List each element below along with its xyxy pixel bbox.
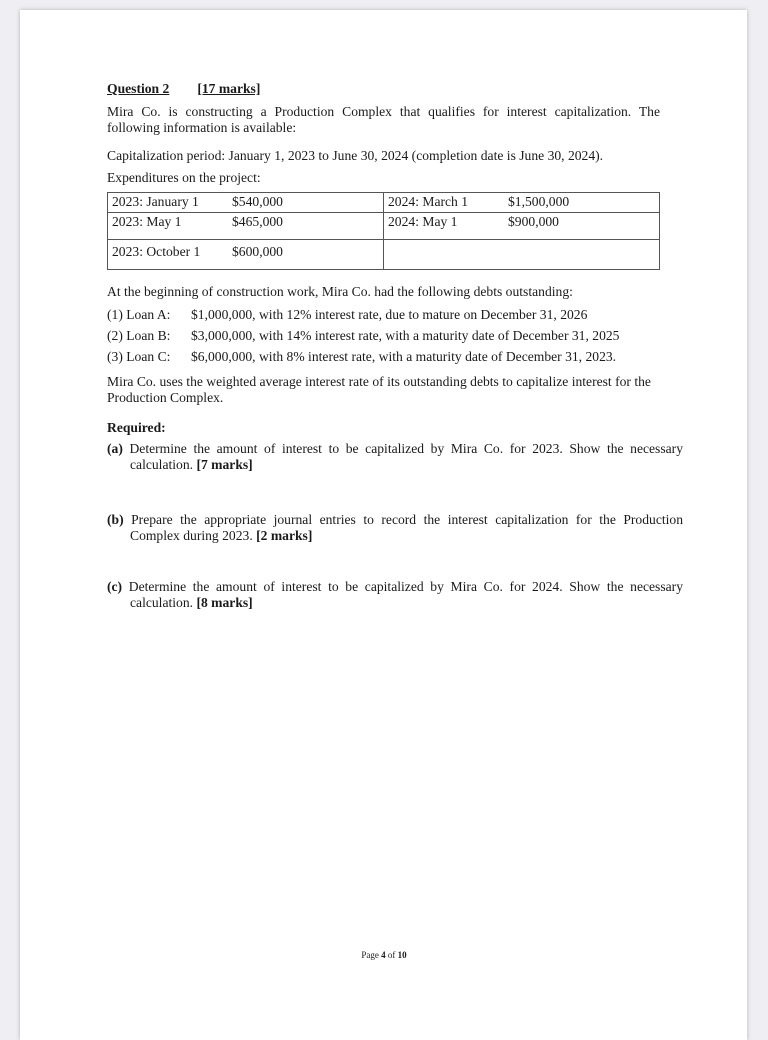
part-text: Prepare the appropriate journal entries to record the interest capitalization for the Production Complex during 2023. [130,512,683,543]
table-cell-empty [384,240,660,270]
loan-item [107,328,619,344]
exp-date: 2024: May 1 [388,214,458,229]
loan-item [107,349,616,365]
table-cell [108,213,384,240]
required-heading: Required: [107,420,166,435]
loan-label: (3) Loan C: [107,349,171,364]
part-label: (a) [107,441,123,456]
exp-date: 2024: March 1 [388,194,469,209]
expenditures-label: Expenditures on the project: [107,170,261,185]
loan-item [107,307,587,323]
page-footer [0,950,768,960]
part-a [107,441,683,473]
part-label: (b) [107,512,124,527]
loan-text: $3,000,000, with 14% interest rate, with a maturity date of December 31, 2025 [191,328,620,343]
table-row [108,240,660,270]
loan-text: $1,000,000, with 12% interest rate, due to mature on December 31, 2026 [191,307,588,322]
footer-total-pages: 10 [397,950,407,960]
table-cell [108,240,384,270]
loan-label: (2) Loan B: [107,328,171,343]
part-text: Determine the amount of interest to be capitalized by Mira Co. for 2023. Show the necessary calculation. [129,441,683,472]
table-row [108,193,660,213]
exp-amount: $900,000 [508,214,559,229]
table-row [108,213,660,240]
part-marks: [7 marks] [196,457,253,472]
question-heading [107,81,260,97]
loan-label: (1) Loan A: [107,307,171,322]
table-cell [384,213,660,240]
part-marks: [2 marks] [256,528,313,543]
part-c [107,579,683,611]
part-label: (c) [107,579,123,594]
footer-of-word: of [387,950,396,960]
capitalization-period: Capitalization period: January 1, 2023 to June 30, 2024 (completion date is June 30, 2024). [107,148,604,163]
exp-date: 2023: October 1 [112,244,201,259]
expenditures-table [107,192,660,270]
part-b [107,512,683,544]
question-title: Question 2 [107,81,170,96]
part-marks: [8 marks] [196,595,253,610]
intro-paragraph: Mira Co. is constructing a Production Complex that qualifies for interest capitalization. The following information is available: [107,104,660,135]
method-paragraph: Mira Co. uses the weighted average interest rate of its outstanding debts to capitalize interest for the Production Complex. [107,374,651,405]
table-cell [384,193,660,213]
exp-amount: $465,000 [232,214,283,229]
exp-amount: $1,500,000 [508,194,570,209]
exp-date: 2023: May 1 [112,214,182,229]
debts-intro: At the beginning of construction work, Mira Co. had the following debts outstanding: [107,284,573,299]
exp-amount: $540,000 [232,194,283,209]
footer-page-word: Page [361,950,379,960]
footer-page-number: 4 [381,950,386,960]
question-marks: [17 marks] [197,81,261,96]
exp-date: 2023: January 1 [112,194,199,209]
part-text: Determine the amount of interest to be capitalized by Mira Co. for 2024. Show the necessary calculation. [128,579,683,610]
table-cell [108,193,384,213]
loan-text: $6,000,000, with 8% interest rate, with a maturity date of December 31, 2023. [191,349,617,364]
exp-amount: $600,000 [232,244,283,259]
